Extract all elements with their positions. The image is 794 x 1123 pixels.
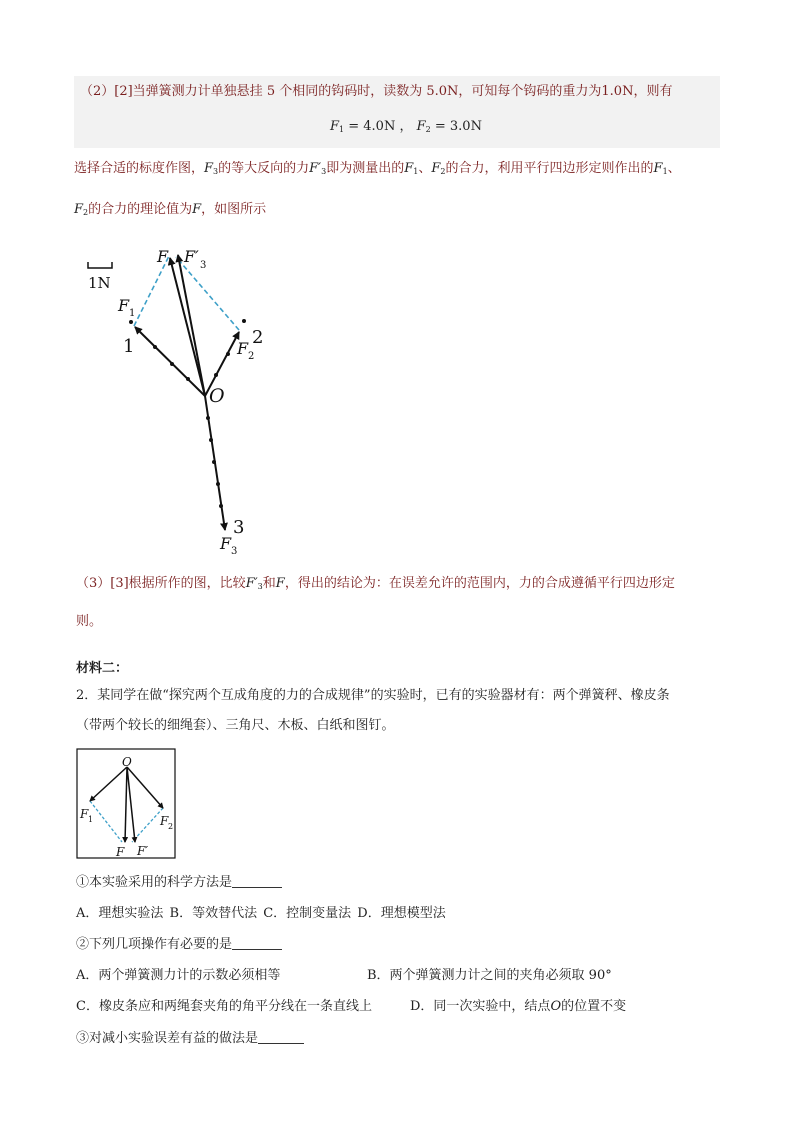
sub-question-2: ②下列几项操作有必要的是: [76, 936, 282, 954]
label-point-2: 2: [252, 327, 264, 348]
solution-3-line1: （3）[3]根据所作的图，比较$F'_3$和F，得出的结论为：在误差允许的范围内，力的合成遵循平行四边形定: [76, 576, 675, 591]
label-point-1: 1: [123, 336, 135, 357]
arrow-f3-prime: [178, 255, 205, 396]
solution-2-plot-paragraph-line2: $F_2$的合力的理论值为F，如图所示: [74, 202, 267, 217]
fig2-label-O: O: [122, 755, 132, 769]
sub-question-2-option-d: D．同一次实验中，结点O的位置不变: [410, 999, 627, 1014]
solution-2-plot-paragraph-line1: 选择合适的标度作图，$F_3$的等大反向的力$F'_3$即为测量出的$F_1$、$F_2$的合力，利用平行四边形定则作出的$F_1$、: [74, 161, 681, 176]
answer-blank-2[interactable]: [232, 937, 282, 950]
label-F3-prime-sub: 3: [200, 260, 207, 271]
label-F2-sub: 2: [248, 351, 255, 362]
arrow-f: [170, 258, 205, 396]
fig2-label-F1: F: [80, 807, 89, 821]
dashed-side-f1-to-f: [134, 256, 169, 326]
solution-2-line1: （2）[2]当弹簧测力计单独悬挂 5 个相同的钩码时，读数为 5.0N，可知每个钩码的重力为1.0N，则有: [80, 84, 673, 99]
label-F1-sub: 1: [129, 308, 136, 319]
fig2-label-F2-sub: 2: [168, 822, 174, 831]
fig2-label-F1-sub: 1: [88, 815, 94, 824]
material-heading: 材料二：: [76, 661, 129, 676]
label-F3-prime: F′: [184, 247, 199, 266]
scale-bar: [88, 262, 112, 268]
label-F2: F: [237, 339, 249, 358]
answer-blank-3[interactable]: [258, 1031, 304, 1044]
label-F3-sub: 3: [231, 546, 238, 557]
scale-label: 1N: [88, 274, 111, 292]
label-F3: F: [220, 534, 232, 553]
sub-question-2-option-c: C．橡皮条应和两绳套夹角的角平分线在一条直线上: [76, 999, 372, 1014]
sub-question-3: ③对减小实验误差有益的做法是: [76, 1030, 304, 1048]
fig2-label-F: F: [116, 845, 125, 859]
unit-dots: [129, 319, 246, 508]
sub-question-1-options: A．理想实验法 B．等效替代法 C．控制变量法 D．理想模型法: [76, 906, 446, 921]
solution-3-line2: 则。: [76, 614, 103, 629]
label-F1: F: [118, 296, 130, 315]
solution-2-equation: $F_1 = 4.0N$ ， $F_2 = 3.0N$: [330, 119, 482, 134]
label-O: O: [209, 385, 225, 407]
fig2-label-F-prime: F′: [137, 844, 149, 858]
force-diagram-figure: [80, 240, 270, 560]
question-2-line1: 2．某同学在做“探究两个互成角度的力的合成规律”的实验时，已有的实验器材有：两个弹簧秤、橡皮条: [76, 688, 670, 703]
question-2-line2: （带两个较长的细绳套）、三角尺、木板、白纸和图钉。: [76, 718, 395, 733]
experiment-figure: [76, 748, 176, 860]
answer-blank-1[interactable]: [232, 875, 282, 888]
sub-question-2-option-a: A．两个弹簧测力计的示数必须相等: [76, 968, 281, 983]
sub-question-2-option-b: B．两个弹簧测力计之间的夹角必须取 90°: [367, 968, 612, 983]
label-point-3: 3: [233, 517, 245, 538]
sub-question-1: ①本实验采用的科学方法是: [76, 874, 282, 892]
fig2-label-F2: F: [160, 814, 169, 828]
label-F: F: [157, 247, 169, 266]
